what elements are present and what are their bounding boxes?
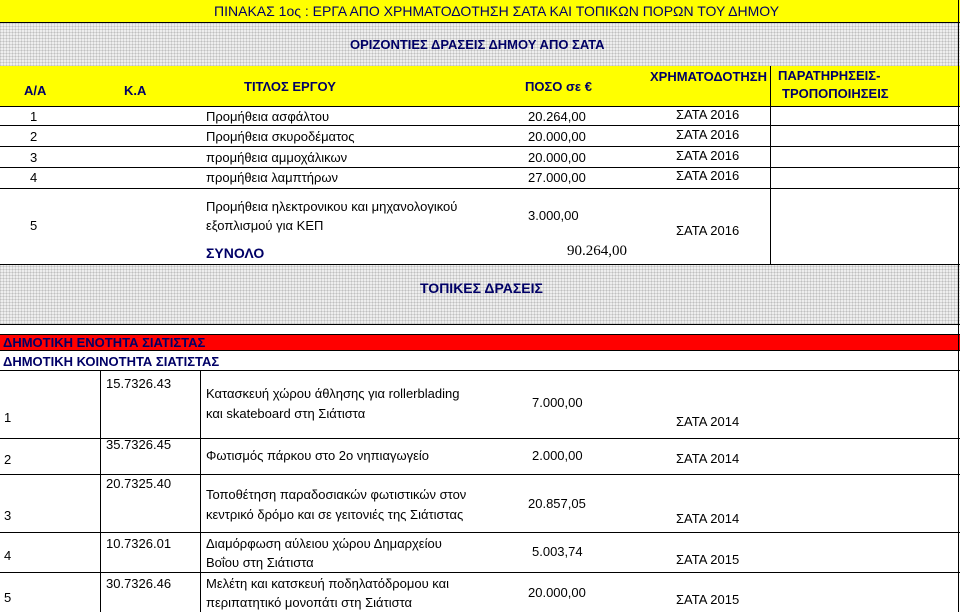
row-title: προμήθεια λαμπτήρων: [206, 170, 339, 185]
row-code: 10.7326.01: [106, 536, 172, 551]
row-code: 15.7326.43: [106, 376, 172, 391]
header-aa: Α/Α: [24, 83, 47, 98]
row-number: 4: [4, 548, 12, 563]
community-label: ΔΗΜΟΤΙΚΗ ΚΟΙΝΟΤΗΤΑ ΣΙΑΤΙΣΤΑΣ: [3, 354, 220, 369]
header-title: ΤΙΤΛΟΣ ΕΡΓΟΥ: [244, 79, 336, 94]
row-funding: ΣΑΤΑ 2015: [676, 552, 740, 567]
row-title-line1: Κατασκευή χώρου άθλησης για rollerblading: [206, 386, 460, 401]
grid-line: [0, 188, 960, 189]
total-label: ΣΥΝΟΛΟ: [206, 245, 265, 261]
row-amount: 7.000,00: [532, 395, 583, 410]
grid-line: [0, 146, 960, 147]
row-amount: 2.000,00: [532, 448, 583, 463]
row-number: 3: [30, 150, 38, 165]
row-number: 3: [4, 508, 12, 523]
row-amount: 20.000,00: [528, 150, 586, 165]
row-number: 2: [4, 452, 12, 467]
row-amount: 27.000,00: [528, 170, 586, 185]
grid-line: [200, 370, 201, 612]
row-title: Προμήθεια σκυροδέματος: [206, 129, 355, 144]
grid-line: [0, 370, 960, 371]
header-funding: ΧΡΗΜΑΤΟΔΟΤΗΣΗ: [650, 69, 767, 84]
row-code: 35.7326.45: [106, 437, 172, 452]
grid-line: [100, 370, 101, 612]
row-amount: 20.000,00: [528, 585, 586, 600]
row-number: 1: [4, 410, 12, 425]
row-title-line1: Διαμόρφωση αύλειου χώρου Δημαρχείου: [206, 536, 442, 551]
row-amount: 20.000,00: [528, 129, 586, 144]
row-code: 30.7326.46: [106, 576, 172, 591]
grid-line: [0, 22, 960, 23]
row-number: 4: [30, 170, 38, 185]
row-title: προμήθεια αμμοχάλικων: [206, 150, 348, 165]
grid-line: [0, 572, 960, 573]
main-title: ΠΙΝΑΚΑΣ 1ος : ΕΡΓΑ ΑΠΟ ΧΡΗΜΑΤΟΔΟΤΗΣΗ ΣΑΤΑ ΚΑΙ ΤΟΠΙΚΩΝ ΠΟΡΩΝ ΤΟΥ ΔΗΜΟΥ: [214, 3, 780, 19]
row-title: Φωτισμός πάρκου στο 2ο νηπιαγωγείο: [206, 448, 430, 463]
row-funding: ΣΑΤΑ 2014: [676, 451, 740, 466]
row-title-line1: Προμήθεια ηλεκτρονικου και μηχανολογικού: [206, 199, 458, 214]
row-title-line2: και skateboard στη Σιάτιστα: [206, 406, 366, 421]
total-value: 90.264,00: [567, 243, 627, 259]
row-amount: 20.857,05: [528, 496, 586, 511]
grid-line: [0, 125, 960, 126]
unit-label: ΔΗΜΟΤΙΚΗ ΕΝΟΤΗΤΑ ΣΙΑΤΙΣΤΑΣ: [3, 335, 206, 350]
row-funding: ΣΑΤΑ 2016: [676, 148, 740, 163]
section2-title: ΤΟΠΙΚΕΣ ΔΡΑΣΕΙΣ: [420, 280, 543, 296]
row-amount: 3.000,00: [528, 208, 579, 223]
row-funding: ΣΑΤΑ 2016: [676, 168, 740, 183]
row-title-line1: Μελέτη και κατσκευή ποδηλατόδρομου και: [206, 576, 450, 591]
grid-line: [0, 532, 960, 533]
row-number: 2: [30, 129, 38, 144]
row-number: 5: [4, 590, 12, 605]
row-funding: ΣΑΤΑ 2016: [676, 223, 740, 238]
row-amount: 5.003,74: [532, 544, 583, 559]
header-amount: ΠΟΣΟ σε €: [525, 79, 592, 94]
row-title-line2: εξοπλισμού για ΚΕΠ: [206, 218, 324, 233]
grid-line: [0, 324, 960, 325]
row-funding: ΣΑΤΑ 2014: [676, 414, 740, 429]
row-title: Προμήθεια ασφάλτου: [206, 109, 330, 124]
grid-line: [0, 350, 960, 351]
row-title-line1: Τοποθέτηση παραδοσιακών φωτιστικών στον: [206, 487, 467, 502]
section1-title: ΟΡΙΖΟΝΤΙΕΣ ΔΡΑΣΕΙΣ ΔΗΜΟΥ ΑΠΟ ΣΑΤΑ: [350, 37, 605, 52]
header-remarks-line2: ΤΡΟΠΟΠΟΙΗΣΕΙΣ: [782, 86, 889, 101]
row-title-line2: κεντρικό δρόμο και σε γειτονιές της Σιάτιστας: [206, 507, 464, 522]
grid-line: [770, 66, 771, 264]
grid-line: [0, 106, 960, 107]
row-funding: ΣΑΤΑ 2015: [676, 592, 740, 607]
grid-line: [958, 0, 959, 612]
row-title-line2: Βοΐου στη Σιάτιστα: [206, 555, 314, 570]
row-code: 20.7325.40: [106, 476, 172, 491]
header-remarks-line1: ΠΑΡΑΤΗΡΗΣΕΙΣ-: [778, 68, 881, 83]
row-funding: ΣΑΤΑ 2016: [676, 107, 740, 122]
header-ka: Κ.Α: [124, 83, 147, 98]
row-number: 1: [30, 109, 38, 124]
grid-line: [0, 167, 960, 168]
row-funding: ΣΑΤΑ 2014: [676, 511, 740, 526]
row-title-line2: περιπατητικό μονοπάτι στη Σιάτιστα: [206, 595, 413, 610]
grid-line: [0, 474, 960, 475]
row-number: 5: [30, 218, 38, 233]
row-amount: 20.264,00: [528, 109, 586, 124]
grid-line: [0, 264, 960, 265]
row-funding: ΣΑΤΑ 2016: [676, 127, 740, 142]
